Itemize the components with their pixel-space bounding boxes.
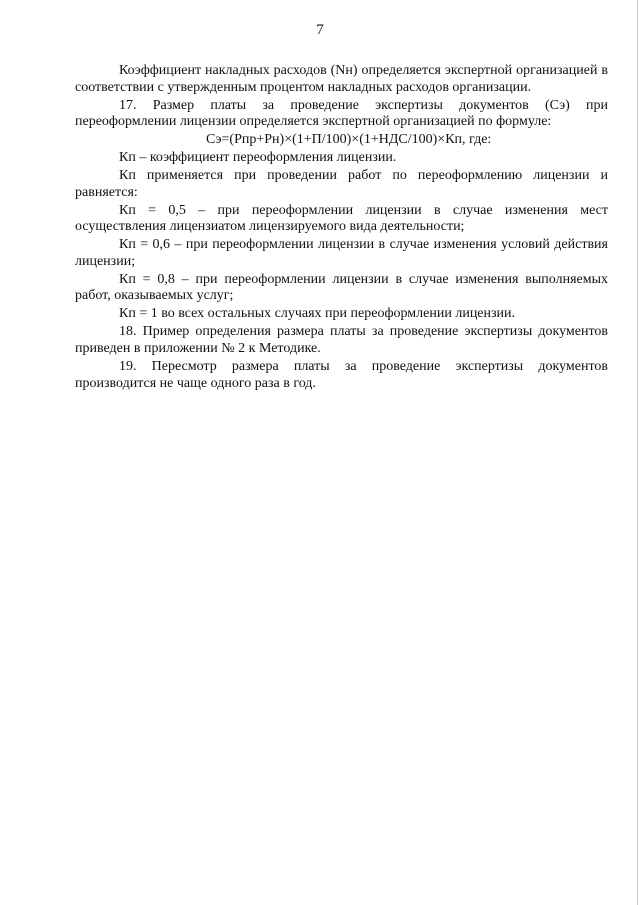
paragraph-kp-definition: Кп – коэффициент переоформления лицензии. — [119, 150, 397, 166]
paragraph-kp-1: Кп = 1 во всех остальных случаях при переоформлении лицензии. — [119, 306, 516, 322]
paragraph-18-example: 18. Пример определения размера платы за проведение экспертизы документов приведен в приложении № 2 к Методике. — [75, 324, 608, 357]
document-body — [75, 63, 608, 394]
paragraph-overhead-coefficient: Коэффициент накладных расходов (Nн) определяется экспертной организацией в соответствии с утвержденным процентом накладных расходов организации. — [75, 63, 608, 95]
page-edge-line — [637, 0, 638, 905]
fee-formula: Сэ=(Рпр+Рн)×(1+П/100)×(1+НДС/100)×Кп, где: — [206, 132, 492, 148]
paragraph-19-revision: 19. Пересмотр размера платы за проведение экспертизы документов производится не чаще одного раза в год. — [75, 359, 608, 391]
paragraph-17-fee-size: 17. Размер платы за проведение экспертизы документов (Сэ) при переоформлении лицензии определяется экспертной организацией по формуле: — [75, 97, 608, 130]
paragraph-kp-0-5: Кп = 0,5 – при переоформлении лицензии в случае изменения мест осуществления лицензиатом лицензируемого вида деятельности; — [75, 202, 608, 235]
paragraph-kp-0-8: Кп = 0,8 – при переоформлении лицензии в случае изменения выполняемых работ, оказываемых услуг; — [75, 271, 608, 304]
paragraph-kp-applies: Кп применяется при проведении работ по переоформлению лицензии и равняется: — [75, 168, 608, 200]
paragraph-kp-0-6: Кп = 0,6 – при переоформлении лицензии в случае изменения условий действия лицензии; — [75, 237, 608, 269]
page-number: 7 — [316, 22, 324, 38]
